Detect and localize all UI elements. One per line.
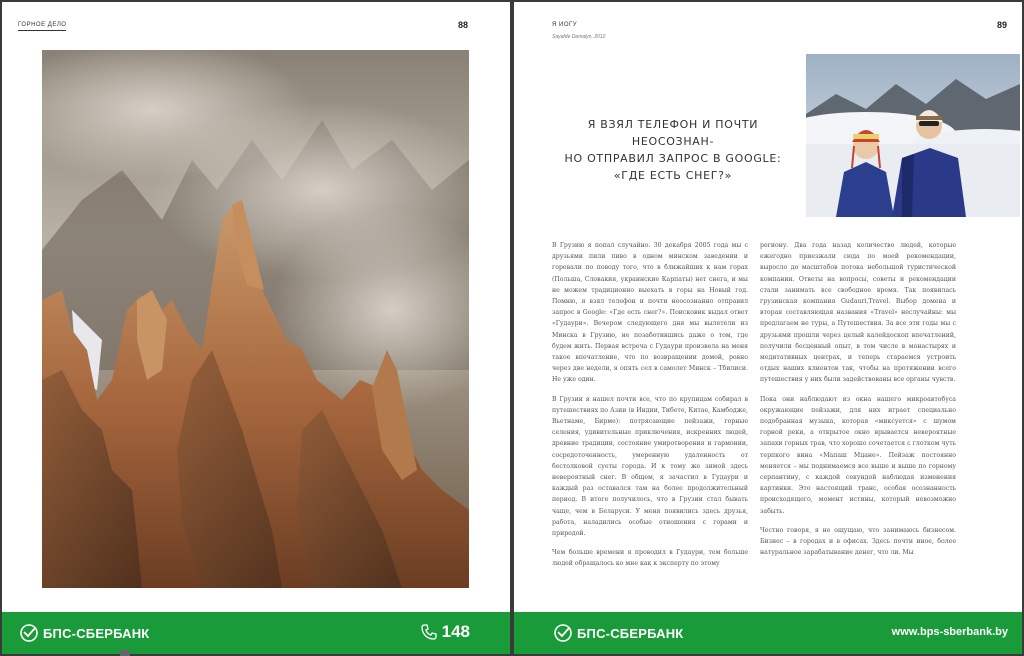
brand-logo[interactable] bbox=[554, 624, 683, 642]
page-number: 89 bbox=[997, 20, 1008, 30]
author-subheader: Sayafde Demalyn, 2012 bbox=[552, 34, 606, 40]
page-edge-tab bbox=[120, 650, 130, 656]
paragraph: В Грузию я попал случайно. 30 декабря 2005 года мы с друзьями пили пиво в одном минском заведении и горевали по поводу того, что в ближайших к нам горах (Польша, Словакия, украинские Карпаты) нет снега, и мы не можем традиционно выехать в горы на Новый год. Помню, я взял телефон и почти неосознанно отправил запрос в Google: «Где есть снег?». Поисковик выдал ответ «Гудаури». Вечером следующего дня мы вылетели из Минска в Грузию, не позаботившись даже о том, где будем жить. Первая встреча с Гудаури произвела на меня такое впечатление, что по возвращении домой, ровно через две недели, я опять сел в самолет Минск – Тбилиси. Не уже один. bbox=[552, 242, 748, 384]
footer-bar bbox=[2, 612, 510, 654]
paragraph: В Грузии я нашел почти все, что по крупицам собирал в путешествиях по Азии (в Индии, Тибете, Китае, Камбодже, Вьетнаме, Бирме): потрясающие пейзажи, горные селения, удивительные приключения, искренних людей, древние традиции, состояние умиротворения и гармонии, сосредоточенность, умеренную удаленность от бестолковой суеты города. И к тому же зимой здесь невероятный снег. В общем, я зачастил в Гудаури и каждый раз оставался там на более продолжительный период. В итоге получилось, что в Грузии стал бывать чаще, чем в Беларуси. У меня появились здесь друзья, работа, наладились особые отношения с горами и природой. bbox=[552, 395, 748, 538]
right-page bbox=[514, 2, 1022, 654]
phone-icon bbox=[421, 624, 437, 640]
headline-line: НО ОТПРАВИЛ ЗАПРОС В GOOGLE: bbox=[564, 152, 782, 165]
article-column-2 bbox=[760, 240, 956, 566]
bank-logo-icon bbox=[554, 624, 572, 642]
section-label: ГОРНОЕ ДЕЛО bbox=[18, 22, 66, 31]
phone-block[interactable] bbox=[421, 622, 470, 642]
article-headline bbox=[550, 116, 796, 184]
brand-name: БПС-СБЕРБАНК bbox=[43, 625, 150, 641]
brand-name: БПС-СБЕРБАНК bbox=[577, 625, 684, 641]
section-label: Я ИОГУ bbox=[552, 22, 578, 28]
phone-number: 148 bbox=[441, 622, 470, 641]
paragraph: Чем больше времени я проводил в Гудаури, тем больше людей обращалось ко мне как к эксперту по этому bbox=[552, 549, 748, 568]
page-number: 88 bbox=[458, 20, 469, 30]
website-link[interactable]: www.bps-sberbank.by bbox=[891, 626, 1008, 638]
climbers-portrait-photo bbox=[806, 54, 1020, 217]
headline-line: Я ВЗЯЛ ТЕЛЕФОН И ПОЧТИ НЕОСОЗНАН- bbox=[587, 118, 759, 148]
mountain-peaks-photo bbox=[42, 50, 469, 588]
paragraph: Честно говоря, я не ощущаю, что занимаюсь бизнесом. Бизнес – в городах и в офисах. Здесь почти иное, более натуральное зарабатывание денег, что ли. Мы bbox=[760, 526, 956, 557]
paragraph: Пока они наблюдают из окна нашего микроавтобуса окружающие пейзажи, для них играет специально подобранная музыка, которая «миксуется» с шумом горной реки, а открытое окно врывается невероятные запахи горных трав, что хорошо сочетается с глотком чуть терпкого вина «Мапаш Мцане». Пейзаж постоянно меняется – мы поднимаемся все выше и выше по горному серпантину, с каждой секундой наблюдая изменения картинки. Это настоящий транс, особая осознанность происходящего, момент истины, который невозможно забыть. bbox=[760, 395, 956, 515]
paragraph: региону. Два года назад количество людей, которые ежегодно приезжали сюда по моей рекомендации, выросло до масштабов потока небольшой туристической компании. Ответы на вопросы, советы и рекомендации стали занимать все свободное время. Так появилась грузинская компания Gudauri.Travel. Выбор домена и вторая составляющая названия «Travel» неслучайны: мы предлагаем не туры, а Путешествия. За все эти годы мы с друзьями прошли через целый калейдоскоп впечатлений, получили бесценный опыт, в том числе в монастырях и медитативных центрах, и теперь стараемся устроить отдых наших клиентов так, чтобы на протяжении всего путешествия у них были задействованы все органы чувств. bbox=[760, 242, 956, 384]
bank-logo-icon bbox=[20, 624, 38, 642]
article-column-1 bbox=[552, 240, 748, 578]
brand-logo[interactable] bbox=[20, 624, 149, 642]
footer-bar bbox=[514, 612, 1022, 654]
left-page bbox=[2, 2, 510, 654]
headline-line: «ГДЕ ЕСТЬ СНЕГ?» bbox=[613, 169, 733, 182]
